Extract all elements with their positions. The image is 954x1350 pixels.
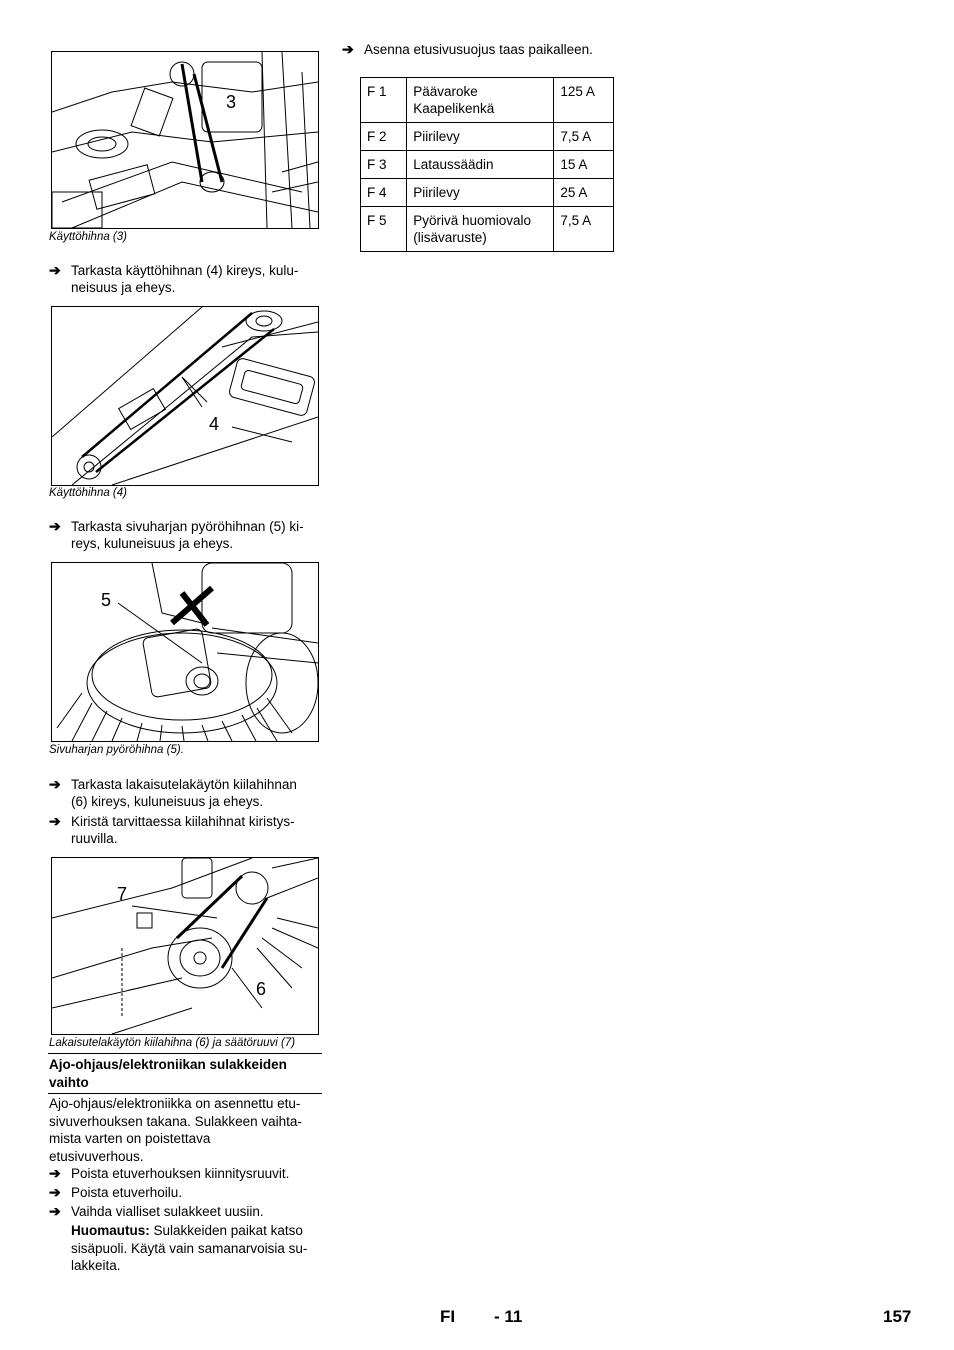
fuse-id-cell: F 1 bbox=[361, 78, 407, 123]
instruction-step: ➔ Poista etuverhouksen kiinnitysruuvit. bbox=[49, 1165, 290, 1181]
arrow-right-icon: ➔ bbox=[49, 1165, 61, 1181]
arrow-right-icon: ➔ bbox=[49, 518, 61, 534]
fuse-id-cell: F 3 bbox=[361, 151, 407, 179]
drive-belt-4-drawing bbox=[52, 307, 318, 485]
callout-number: 4 bbox=[209, 414, 220, 434]
arrow-right-icon: ➔ bbox=[49, 776, 61, 792]
footer-language: FI bbox=[440, 1307, 456, 1326]
roller-v-belt-drawing bbox=[52, 858, 318, 1034]
figure-caption: Lakaisutelakäytön kiilahihna (6) ja säätöruuvi (7) bbox=[49, 1037, 296, 1049]
fuse-description-cell: Päävaroke Kaapelikenkä bbox=[407, 78, 554, 123]
fuse-row bbox=[361, 78, 614, 123]
instruction-step: ➔ Tarkasta käyttöhihnan (4) kireys, kulu- neisuus ja eheys. bbox=[49, 262, 299, 295]
section-heading: Ajo-ohjaus/elektroniikan sulakkeiden vaihto bbox=[49, 1057, 287, 1090]
arrow-right-icon: ➔ bbox=[49, 1184, 61, 1200]
figure-caption: Käyttöhihna (3) bbox=[49, 231, 127, 243]
instruction-step: ➔ Asenna etusivusuojus taas paikalleen. bbox=[342, 41, 593, 57]
fuse-rating-cell: 7,5 A bbox=[554, 123, 614, 151]
fuse-description-cell: Pyörivä huomiovalo (lisävaruste) bbox=[407, 207, 554, 252]
fuse-description-cell: Piirilevy bbox=[407, 123, 554, 151]
fuse-rating-cell: 125 A bbox=[554, 78, 614, 123]
instruction-step: ➔ Tarkasta sivuharjan pyöröhihnan (5) ki- reys, kuluneisuus ja eheys. bbox=[49, 518, 304, 551]
fuse-table bbox=[360, 77, 614, 252]
side-brush-belt-5-drawing bbox=[52, 563, 318, 741]
fuse-row bbox=[361, 179, 614, 207]
fuse-description-cell: Lataussäädin bbox=[407, 151, 554, 179]
arrow-right-icon: ➔ bbox=[49, 813, 61, 829]
fuse-description-cell: Piirilevy bbox=[407, 179, 554, 207]
footer-section-page: - 11 bbox=[494, 1307, 523, 1326]
drive-belt-3-drawing bbox=[52, 52, 318, 228]
section-intro: Ajo-ohjaus/elektroniikka on asennettu etu- sivuverhouksen takana. Sulakkeen vaihta- mista varten on poistettava etusivuverhous. bbox=[49, 1096, 302, 1164]
figure-drive-belt-4 bbox=[51, 306, 319, 486]
figure-roller-v-belt bbox=[51, 857, 319, 1035]
note-text: Sulakkeiden paikat katso sisäpuoli. Käytä vain samanarvoisia su- lakkeita. bbox=[71, 1223, 308, 1273]
fuse-id-cell: F 5 bbox=[361, 207, 407, 252]
arrow-right-icon: ➔ bbox=[342, 41, 354, 57]
fuse-id-cell: F 4 bbox=[361, 179, 407, 207]
note bbox=[71, 1222, 331, 1275]
instruction-step: ➔ Tarkasta lakaisutelakäytön kiilahihnan (6) kireys, kuluneisuus ja eheys. bbox=[49, 776, 297, 809]
callout-number: 3 bbox=[226, 92, 237, 112]
fuse-id-cell: F 2 bbox=[361, 123, 407, 151]
section-rule-bottom bbox=[48, 1093, 322, 1094]
callout-number: 6 bbox=[256, 979, 267, 999]
fuse-rating-cell: 25 A bbox=[554, 179, 614, 207]
figure-caption: Käyttöhihna (4) bbox=[49, 487, 127, 499]
figure-drive-belt-3 bbox=[51, 51, 319, 229]
instruction-step: ➔ Kiristä tarvittaessa kiilahihnat kiristys- ruuvilla. bbox=[49, 813, 295, 846]
fuse-rating-cell: 7,5 A bbox=[554, 207, 614, 252]
arrow-right-icon: ➔ bbox=[49, 262, 61, 278]
fuse-row bbox=[361, 207, 614, 252]
fuse-rating-cell: 15 A bbox=[554, 151, 614, 179]
callout-number: 5 bbox=[101, 590, 112, 610]
section-rule-top bbox=[48, 1053, 322, 1054]
figure-side-brush-belt-5 bbox=[51, 562, 319, 742]
arrow-right-icon: ➔ bbox=[49, 1203, 61, 1219]
footer-page-number: 157 bbox=[883, 1307, 912, 1326]
figure-caption: Sivuharjan pyöröhihna (5). bbox=[49, 744, 184, 756]
fuse-row bbox=[361, 123, 614, 151]
instruction-step: ➔ Poista etuverhoilu. bbox=[49, 1184, 183, 1200]
callout-number: 7 bbox=[117, 884, 128, 904]
fuse-row bbox=[361, 151, 614, 179]
note-label: Huomautus: bbox=[71, 1223, 150, 1238]
instruction-step: ➔ Vaihda vialliset sulakkeet uusiin. bbox=[49, 1203, 264, 1219]
